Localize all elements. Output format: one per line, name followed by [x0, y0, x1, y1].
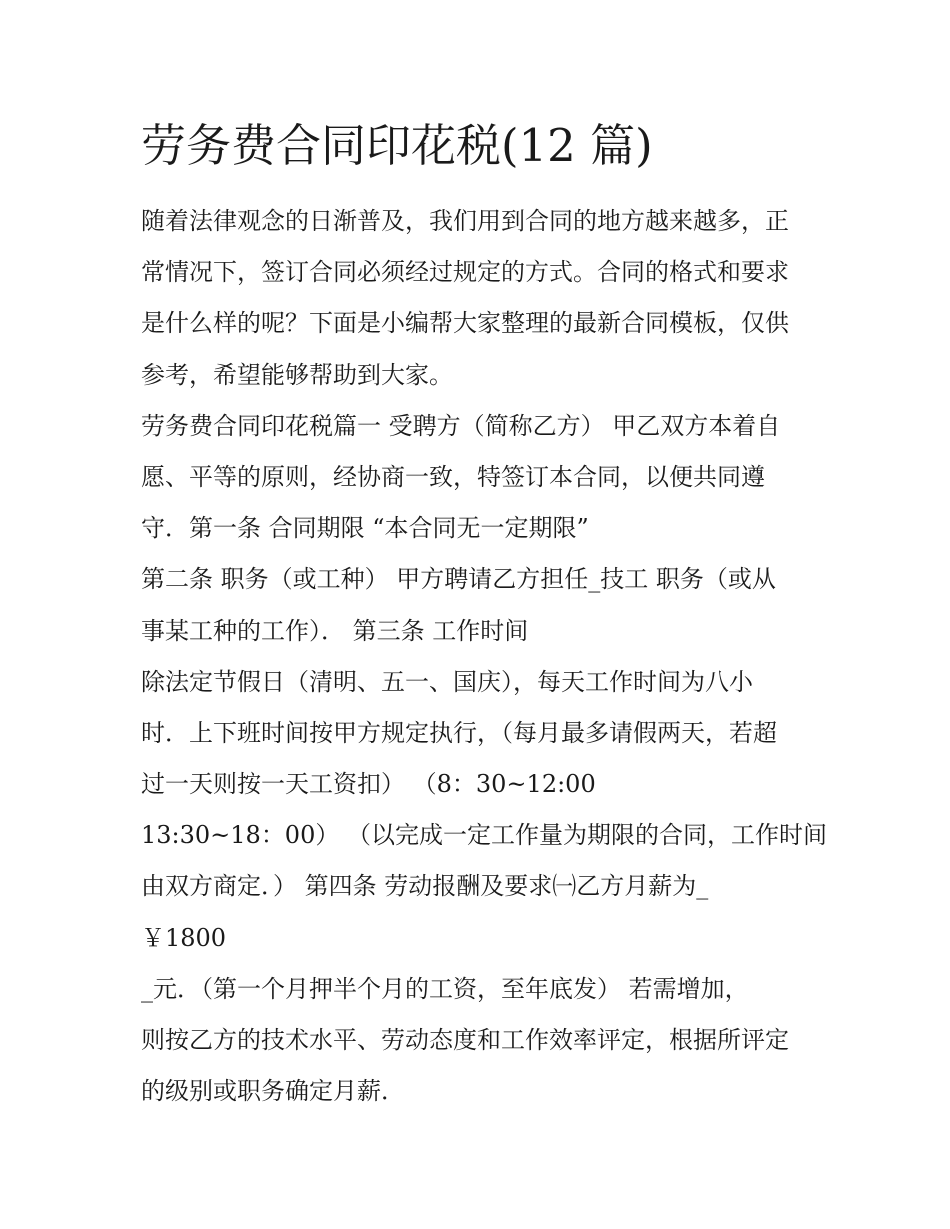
body-line: 参考，希望能够帮助到大家。 — [141, 360, 453, 389]
body-line: 过一天则按一天工资扣） （8：30~12:00 — [141, 770, 596, 799]
body-line: 劳务费合同印花税篇一 受聘方（简称乙方） 甲乙双方本着自 — [141, 411, 781, 440]
body-line: 时．上下班时间按甲方规定执行，（每月最多请假两天，若超 — [141, 718, 777, 747]
body-line: 随着法律观念的日渐普及，我们用到合同的地方越来越多，正 — [141, 207, 789, 235]
body-line: 事某工种的工作）． 第三条 工作时间 — [141, 616, 529, 645]
body-line: 13:30~18：00） （以完成一定工作量为期限的合同，工作时间 — [141, 821, 827, 850]
body-line: 是什么样的呢？下面是小编帮大家整理的最新合同模板，仅供 — [141, 309, 789, 338]
body-line: ￥1800 — [141, 923, 227, 952]
body-line: 愿、平等的原则，经协商一致，特签订本合同，以便共同遵 — [141, 462, 765, 491]
body-line: 守．第一条 合同期限 “本合同无一定期限” — [141, 514, 589, 543]
body-line: 第二条 职务（或工种） 甲方聘请乙方担任_技工 职务（或从 — [141, 565, 776, 594]
body-line: 则按乙方的技术水平、劳动态度和工作效率评定，根据所评定 — [141, 1026, 789, 1054]
document-title: 劳务费合同印花税(12 篇) — [141, 119, 653, 172]
document-body — [141, 196, 827, 1117]
body-line: 除法定节假日（清明、五一、国庆），每天工作时间为八小 — [141, 667, 753, 696]
body-line: 由双方商定．） 第四条 劳动报酬及要求㈠乙方月薪为_ — [141, 872, 709, 901]
body-line: 常情况下，签订合同必须经过规定的方式。合同的格式和要求 — [141, 258, 789, 287]
body-line: _元．（第一个月押半个月的工资，至年底发） 若需增加， — [141, 974, 749, 1003]
body-line: 的级别或职务确定月薪． — [141, 1077, 405, 1106]
